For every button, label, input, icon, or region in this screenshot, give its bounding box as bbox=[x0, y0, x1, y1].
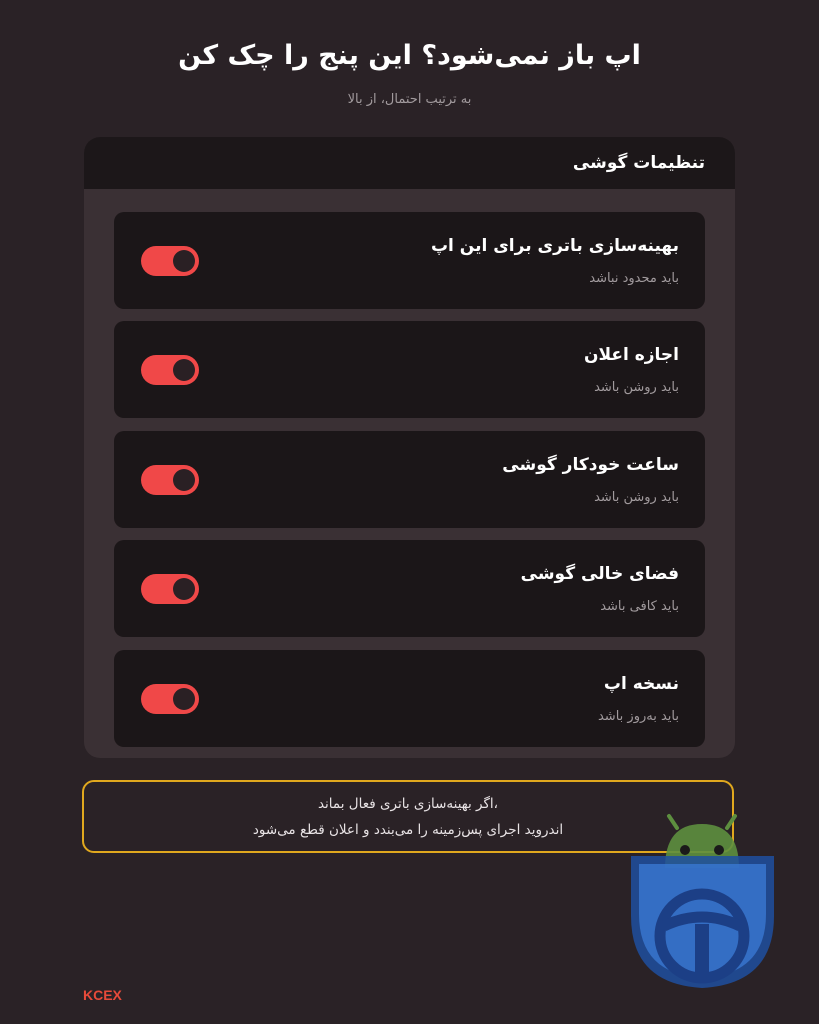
notification-permission-toggle[interactable] bbox=[141, 355, 199, 385]
note-line-2: اندروید اجرای پس‌زمینه را می‌بندد و اعلان قطع می‌شود bbox=[252, 821, 564, 838]
toggle-knob bbox=[173, 688, 195, 710]
setting-label: فضای خالی گوشی bbox=[520, 564, 679, 584]
toggle-knob bbox=[173, 469, 195, 491]
setting-description: باید روشن باشد bbox=[594, 490, 679, 505]
toggle-knob bbox=[173, 250, 195, 272]
setting-label: نسخه اپ bbox=[603, 674, 679, 694]
auto-time-toggle[interactable] bbox=[141, 465, 199, 495]
note-line-1: ،اگر بهینه‌سازی باتری فعال بماند bbox=[317, 795, 499, 812]
page-subtitle: به ترتیب احتمال، از بالا bbox=[347, 92, 472, 107]
setting-description: باید به‌روز باشد bbox=[597, 709, 679, 724]
setting-card-app-version bbox=[114, 650, 705, 747]
setting-label: ساعت خودکار گوشی bbox=[502, 455, 679, 475]
setting-label: بهینه‌سازی باتری برای این اپ bbox=[430, 236, 679, 256]
setting-card-auto-time bbox=[114, 431, 705, 528]
setting-description: باید محدود نباشد bbox=[589, 271, 679, 286]
battery-optimization-toggle[interactable] bbox=[141, 246, 199, 276]
setting-card-free-storage bbox=[114, 540, 705, 637]
panel-title: تنظیمات گوشی bbox=[572, 153, 705, 173]
free-storage-toggle[interactable] bbox=[141, 574, 199, 604]
brand-label: KCEX bbox=[83, 987, 122, 1003]
android-steering-wheel-logo-icon bbox=[625, 808, 780, 991]
setting-description: باید کافی باشد bbox=[600, 599, 679, 614]
app-version-toggle[interactable] bbox=[141, 684, 199, 714]
settings-panel bbox=[84, 137, 735, 758]
setting-description: باید روشن باشد bbox=[594, 380, 679, 395]
panel-header bbox=[84, 137, 735, 189]
toggle-knob bbox=[173, 578, 195, 600]
setting-label: اجازه اعلان bbox=[583, 345, 679, 365]
setting-card-battery-optimization bbox=[114, 212, 705, 309]
page-title: اپ باز نمی‌شود؟ این پنج را چک کن bbox=[178, 40, 641, 71]
setting-card-notification-permission bbox=[114, 321, 705, 418]
toggle-knob bbox=[173, 359, 195, 381]
